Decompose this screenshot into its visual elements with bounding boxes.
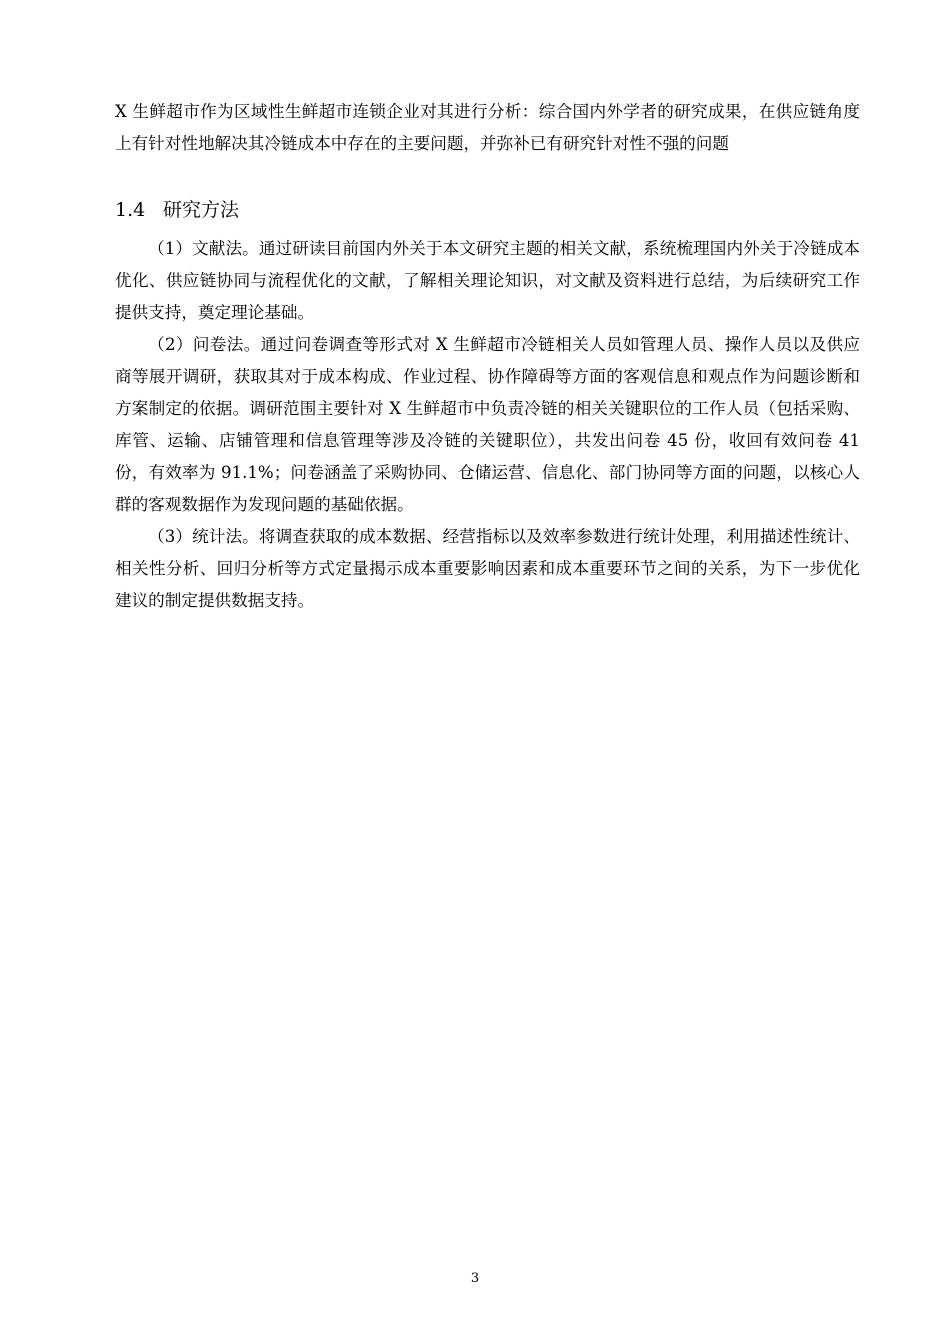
method-paragraph-questionnaire: （2）问卷法。通过问卷调查等形式对 X 生鲜超市冷链相关人员如管理人员、操作人员以及供应商等展开调研，获取其对于成本构成、作业过程、协作障碍等方面的客观信息和观点作为问题诊断和方案制定的依据。调研范围主要针对 X 生鲜超市中负责冷链的相关关键职位的工作人员（包括采购、库管、运输、店铺管理和信息管理等涉及冷链的关键职位），共发出问卷 45 份，收回有效问卷 41 份，有效率为 91.1%；问卷涵盖了采购协同、仓储运营、信息化、部门协同等方面的问题，以核心人群的客观数据作为发现问题的基础依据。	[115, 335, 860, 514]
intro-paragraph: X 生鲜超市作为区域性生鲜超市连锁企业对其进行分析：综合国内外学者的研究成果，在供应链角度上有针对性地解决其冷链成本中存在的主要问题，并弥补已有研究针对性不强的问题	[115, 102, 860, 153]
page-content	[115, 96, 860, 617]
method-paragraph-statistics: （3）统计法。将调查获取的成本数据、经营指标以及效率参数进行统计处理，利用描述性统计、相关性分析、回归分析等方式定量揭示成本重要影响因素和成本重要环节之间的关系，为下一步优化建议的制定提供数据支持。	[115, 527, 860, 610]
section-heading	[115, 195, 860, 225]
section-title: 研究方法	[163, 199, 240, 221]
section-number: 1.4	[115, 199, 146, 221]
page-number: 3	[470, 1271, 480, 1286]
method-paragraph-literature: （1）文献法。通过研读目前国内外关于本文研究主题的相关文献，系统梳理国内外关于冷链成本优化、供应链协同与流程优化的文献，了解相关理论知识，对文献及资料进行总结，为后续研究工作提供支持，奠定理论基础。	[115, 239, 860, 322]
